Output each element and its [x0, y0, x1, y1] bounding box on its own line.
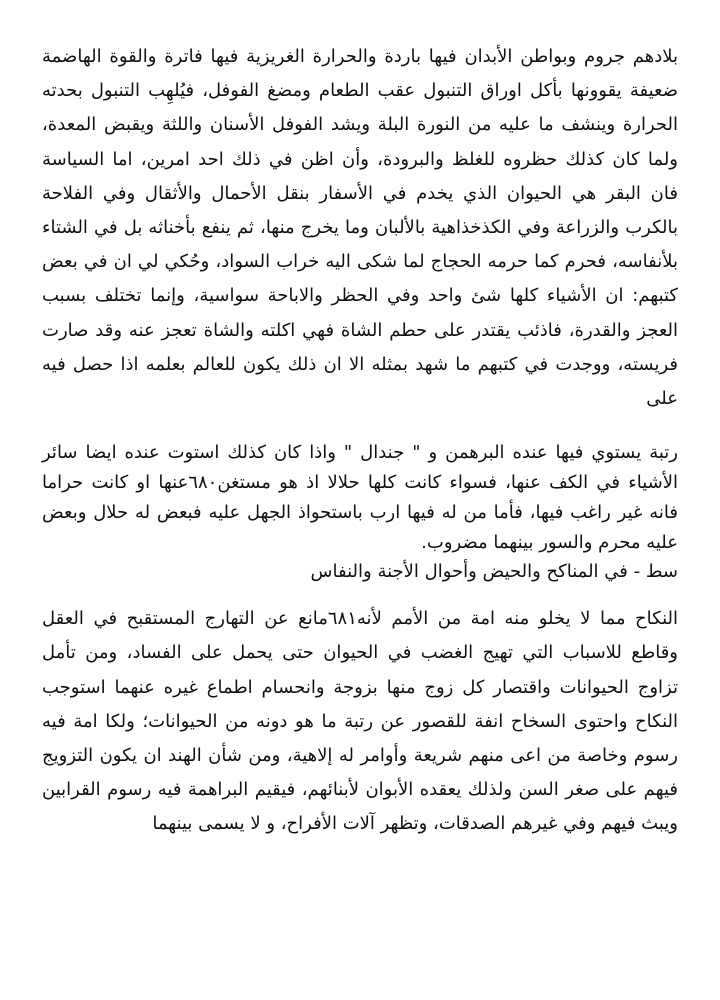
section-heading: سط - في المناكح والحيض وأحوال الأجنة والنفاس [310, 561, 678, 583]
paragraph-marriage: النكاح مما لا يخلو منه امة من الأمم لأنه٦٨١مانع عن التهارج المستقبح في العقل وقاطع للاسباب التي تهيج الغضب في الحيوان حتى يحمل على الفساد، ومن تأمل تزاوج الحيوانات واقتصار كل زوج منها بزوجة وانحسام اطماع غيره عنهما استوجب النكاح واحتوى السخاح انفة للقصور عن رتبة ما هو دونه من الحيوانات؛ ولكا امة فيه رسوم وخاصة من اعى منهم شريعة وأوامر له إلاهية، ومن شأن الهند ان يكون التزويج فيهم على صغر السن ولذلك يعقده الأبوان لأبنائهم، فيقيم البراهمة فيه رسوم القرابين ويبث فيهم وفي غيرهم الصدقات، وتظهر آلات الأفراح، و لا يسمى بينهما [42, 608, 678, 835]
section-gap [42, 586, 678, 602]
document-page [42, 40, 678, 842]
paragraph-gap [42, 416, 678, 438]
paragraph-food-and-cattle: بلادهم جروم وبواطن الأبدان فيها باردة والحرارة الغريزية فيها فاترة والقوة الهاضمة ضعيفة يقوونها بأكل اوراق التنبول عقب الطعام ومضغ الفوفل، فيُلهِب التنبول بحدته الحرارة وينشف ما عليه من النورة البلة ويشد الفوفل الأسنان واللثة ويقبض المعدة، ولما كان كذلك حظروه للغلظ والبرودة، وأن اظن في ذلك احد امرين، اما السياسة فان البقر هي الحيوان الذي يخدم في الأسفار بنقل الأحمال والأثقال وفي الفلاحة بالكرب والزراعة وفي الكذخذاهية بالألبان وما يخرج منها، ثم ينفع بأخناثه بل في الشتاء بلأنفاسه، فحرم كما حرمه الحجاج لما شكى اليه خراب السواد، وحُكي لي ان في بعض كتبهم: ان الأشياء كلها شئ واحد وفي الحظر والاباحة سواسية، وإنما تختلف بسبب العجز والقدرة، فاذئب يقتدر على حطم الشاة فهي اكلته والشاة تعجز عنه وقد صارت فريسته، ووجدت في كتبهم ما شهد بمثله الا ان ذلك يكون للعالم بعلمه اذا حصل فيه على [42, 46, 678, 410]
paragraph-rank-and-lawfulness: رتبة يستوي فيها عنده البرهمن و " جندال " واذا كان كذلك استوت عنده ايضا سائر الأشياء في الكف عنها، فسواء كانت كلها حلالا اذ هو مستغن٦٨٠عنها او كانت حراما فانه غير راغب فيها، فأما من له فيها ارب باستحواذ الجهل عليه فبعض له حلال وبعض عليه محرم والسور بينهما مضروب. [42, 442, 678, 554]
